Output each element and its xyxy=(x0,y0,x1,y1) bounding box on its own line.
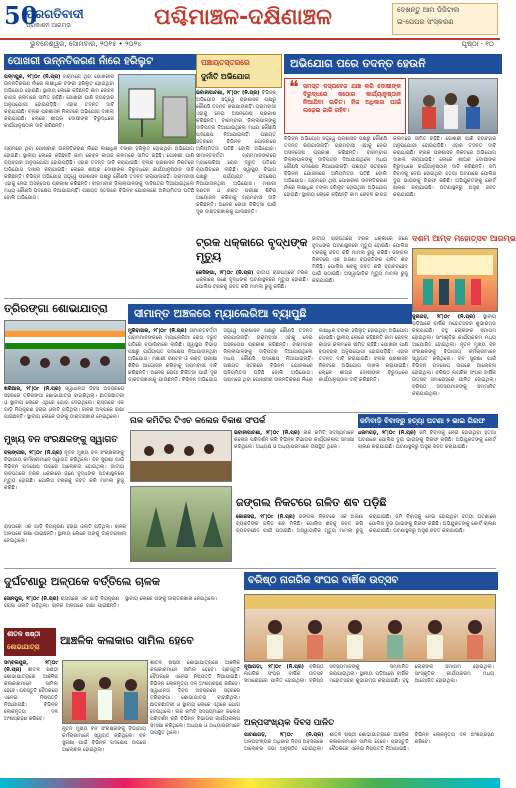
complaint-byline: ଭବାନୀପାଟଣା, ୨୮|୦୯ (ନି.ପ୍ର) xyxy=(196,90,260,96)
malaria-body: ମୁରିବାହାଲ, ୨୮|୦୯ (ନି.ପ୍ର) ସୀମାନ୍ତବର୍ତ୍ତୀ ଗ୍ରାମମାନଙ୍କରେ ମ୍ୟାଲେରିଆ ରୋଗ ଦ୍ରୁତ ଗତିରେ ବ୍ୟାପିବାରେ ଲାଗିଛି। ସ୍ୱାସ୍ଥ୍ୟ ବିଭାଗ ପକ୍ଷରୁ ପର୍ଯ୍ୟାପ୍ତ ପଦକ୍ଷେପ ନିଆଯାଉନଥିବା ଅଭିଯୋଗ। ମଶାରୀ ବଣ୍ଟନ ଓ ରକ୍ତ ପରୀକ୍ଷା ଶିବିର ଆୟୋଜନ କରିବାକୁ ଗ୍ରାମବାସୀ ଦାବି କରିଛନ୍ତି। ଅନେକ ରୋଗୀ ଚିକିତ୍ସା ପାଇଁ ଦୂର ଡାକ୍ତରଖାନାକୁ ଯାଉଛନ୍ତି। ବିଭିନ୍ନ ଅଭିଯୋଗ ସତ୍ତ୍ୱେ ପ୍ରଶାସନ ପକ୍ଷରୁ କୌଣସି ତଦନ୍ତ କରାଯାଉନାହିଁ। ଗ୍ରାମବାସୀ ଏହାକୁ ନେଇ ଅସନ୍ତୋଷ ପ୍ରକାଶ କରିଛନ୍ତି। ବାରମ୍ବାର ଜିଲ୍ଲାପାଳଙ୍କୁ ଦାବିପତ୍ର ଦିଆଯାଇଥିଲେ ମଧ୍ୟ କୌଣସି ପଦକ୍ଷେପ ନିଆଯାଇନାହିଁ। ପଞ୍ଚାୟତ ସ୍ତରରେ ବିଭିନ୍ନ ଯୋଜନାରେ ଅନିୟମିତତା ଘଟିଛି ବୋଲି ଅଭିଯୋଗ। ଗ୍ରାମରେ ଥିବା ପୋଖରୀର ଉନ୍ନତିକରଣ ନାଁରେ ଲକ୍ଷାଧିକ ଟଙ୍କା ହରିଲୁଟ ହୋଇଥିବା ଅଭିଯୋଗ ହୋଇଛି। ସ୍ଥାନୀୟ ଲୋକେ କହିଛନ୍ତି କାମ କେବଳ କାଗଜ କଲମରେ ସୀମିତ ରହିଛି। ପୋଖରୀ ପାଣି ବ୍ୟବହାର ଅନୁପଯୋଗୀ ହୋଇପଡ଼ିଛି। ଏହାର ତଦନ୍ତ ଦାବି କରାଯାଇଛି। ବ୍ଲକ ପ୍ରଶାସନ ନିକଟରେ ଅଭିଯୋଗ ଦାଖଲ କରାଯାଇଛି। ଲୋକେ ଶୀଘ୍ର ଦୋଷୀଙ୍କ ବିରୁଦ୍ଧରେ କାର୍ଯ୍ୟାନୁଷ୍ଠାନ ଦାବି କରିଛନ୍ତି। xyxy=(128,328,408,383)
mahotsav-body: ଜୁନାଗଡ଼, ୨୮|୦୯ (ନି.ପ୍ର) ସ୍ଥାନୀୟ ପଡ଼ିଆରେ ବାର୍ଷିକ ମହୋତ୍ସବର ଶୁଭାରମ୍ଭ କରାଯାଇଛି। ବହୁ ଲୋକଙ୍କ ସମାଗମ ହୋଇଥିଲା। ସାଂସ୍କୃତିକ କାର୍ଯ୍ୟକ୍ରମ ମଧ୍ୟ ଆୟୋଜିତ ହୋଇଥିଲା। ନୂତନ ମୁଖ୍ୟ ବନ ସଂରକ୍ଷକଙ୍କୁ ବିଭାଗୀୟ କର୍ମଚାରୀମାନେ ସ୍ୱାଗତ କରିଥିଲେ। ବନ ସୁରକ୍ଷା ପାଇଁ ବିଭିନ୍ନ ପଦକ୍ଷେପ ଉପରେ ଆଲୋଚନା ହୋଇଥିଲା। ବରିଷ୍ଠ ନାଗରିକ ସଂଘର ବାର୍ଷିକ ଉତ୍ସବ ସମାରୋହରେ ପାଳିତ ହୋଇଥିଲା। ବରିଷ୍ଠ ସଦସ୍ୟମାନଙ୍କୁ ସମ୍ମାନିତ କରାଯାଇଥିଲା। xyxy=(412,314,496,397)
promo-line-1: ଦେଖନ୍ତୁ ଆମ ଡିଜିଟାଲ xyxy=(397,6,460,14)
divider-row2 xyxy=(4,298,408,299)
headline-mahotsav[interactable]: ଦଶମ ଆମ୍ବ ମହୋତ୍ସବ ଆରମ୍ଭ xyxy=(412,234,516,243)
divider-row3 xyxy=(4,568,496,569)
pond-text: ଗ୍ରାମରେ ଥିବା ପୋଖରୀର ଉନ୍ନତିକରଣ ନାଁରେ ଲକ୍ଷାଧିକ ଟଙ୍କା ହରିଲୁଟ ହୋଇଥିବା ଅଭିଯୋଗ ହୋଇଛି। ସ୍ଥାନୀୟ ଲୋକେ କହିଛନ୍ତି କାମ କେବଳ କାଗଜ କଲମରେ ସୀମିତ ରହିଛି। ପୋଖରୀ ପାଣି ବ୍ୟବହାର ଅନୁପଯୋଗୀ ହୋଇପଡ଼ିଛି। ଏହାର ତଦନ୍ତ ଦାବି କରାଯାଇଛି। ବ୍ଲକ ପ୍ରଶାସନ ନିକଟରେ ଅଭିଯୋଗ ଦାଖଲ କରାଯାଇଛି। ଲୋକେ ଶୀଘ୍ର ଦୋଷୀଙ୍କ ବିରୁଦ୍ଧରେ କାର୍ଯ୍ୟାନୁଷ୍ଠାନ ଦାବି କରିଛନ୍ତି। xyxy=(4,74,114,129)
tiranga-photo xyxy=(4,320,126,384)
shital-body: ସମ୍ବଲପୁର, ୨୮|୦୯ (ନି.ପ୍ର) ଶୀତଳ ଷଷ୍ଠୀ ଶୋଭାଯାତ୍ରାରେ ଆଞ୍ଚଳିକ କଳାକାରମାନେ ସାମିଲ ହେବେ। ପ୍ରସ୍ତୁତି ବୈଠକରେ ଏନେଇ ନିଷ୍ପତ୍ତି ନିଆଯାଇଛି। ବିଭିନ୍ନ ଲୋକନୃତ୍ୟ ଦଳ ଅଂଶଗ୍ରହଣ କରିବେ। xyxy=(4,660,58,722)
complaint-photo xyxy=(408,78,498,134)
masthead xyxy=(0,0,500,40)
headline-accident[interactable]: ଦୁର୍ଘଟଣାରୁ ଅଳ୍ପକେ ବର୍ତ୍ତିଲେ ଚାଳକ xyxy=(4,575,160,588)
quote-mark-icon: ❝ xyxy=(289,77,299,98)
flag-rally-image xyxy=(5,321,125,383)
citizen-body: ନୂଆପଡ଼ା, ୨୮|୦୯ (ନି.ପ୍ର) ବରିଷ୍ଠ ନାଗରିକ ସଂଘର ବାର୍ଷିକ ଉତ୍ସବ ସମାରୋହରେ ପାଳିତ ହୋଇଥିଲା। ବରିଷ୍ଠ ସଦସ୍ୟମାନଙ୍କୁ ସମ୍ମାନିତ କରାଯାଇଥିଲା। ସ୍ଥାନୀୟ ପଡ଼ିଆରେ ବାର୍ଷିକ ମହୋତ୍ସବର ଶୁଭାରମ୍ଭ କରାଯାଇଛି। ବହୁ ଲୋକଙ୍କ ସମାଗମ ହୋଇଥିଲା। ସାଂସ୍କୃତିକ କାର୍ଯ୍ୟକ୍ରମ ମଧ୍ୟ ଆୟୋଜିତ ହୋଇଥିଲା। xyxy=(244,664,494,684)
headline-reception[interactable]: ମୁଖ୍ୟ ବନ ସଂରକ୍ଷକଙ୍କୁ ସ୍ୱାଗତ xyxy=(4,435,118,445)
land-body: ଧରମଗଡ଼, ୨୮|୦୯ (ନି.ପ୍ର) ଜମି ବିବାଦକୁ ନେଇ ହୋଇଥିବା ହତ୍ୟା ଘଟଣାରେ ପୋଲିସ ଦୁଇ ଭାଇଙ୍କୁ ଗିରଫ କରିଛି। ଅଭିଯୁକ୍ତଙ୍କୁ କୋର୍ଟ ଚାଲାଣ କରାଯାଇଛି। ଘଟଣାସ୍ଥଳରୁ ଅସ୍ତ୍ର ଜବତ କରାଯାଇଛି। xyxy=(358,430,497,450)
headline-corpse[interactable]: ଜଙ୍ଗଲ ନିକଟରେ ଗଳିତ ଶବ ପଡ଼ିଛି xyxy=(236,496,387,509)
headline-tiranga[interactable]: ତ୍ରିରଙ୍ଗା ଶୋଭାଯାତ୍ରା xyxy=(4,302,108,315)
headline-complaint[interactable]: ଅଭିଯୋଗ ପରେ ତଦନ୍ତ ହେଉନି xyxy=(284,54,502,74)
citizen-photo xyxy=(244,594,496,662)
pond-signboard-image xyxy=(119,75,195,143)
corpse-body: କୋକସରା, ୨୮|୦୯ (ନି.ପ୍ର) ଜଙ୍ଗଲ ନିକଟରେ ଏକ ଅଜଣା ବ୍ୟକ୍ତିଙ୍କ ଗଳିତ ଶବ ମିଳିଛି। ପୋଲିସ ଶବକୁ ଜବତ କରି ବ୍ୟବଚ୍ଛେଦ ପାଇଁ ପଠାଇଛି। ଅସ୍ୱାଭାବିକ ମୃତ୍ୟୁ ମାମଲା ରୁଜୁ କରାଯାଇଛି। ଜମି ବିବାଦକୁ ନେଇ ହୋଇଥିବା ହତ୍ୟା ଘଟଣାରେ ପୋଲିସ ଦୁଇ ଭାଇଙ୍କୁ ଗିରଫ କରିଛି। ଅଭିଯୁକ୍ତଙ୍କୁ କୋର୍ଟ ଚାଲାଣ କରାଯାଇଛି। ଘଟଣାସ୍ଥଳରୁ ଅସ୍ତ୍ର ଜବତ କରାଯାଇଛି। xyxy=(236,514,496,534)
shital-body-3: ନୂତନ ମୁଖ୍ୟ ବନ ସଂରକ୍ଷକଙ୍କୁ ବିଭାଗୀୟ କର୍ମଚାରୀମାନେ ସ୍ୱାଗତ କରିଥିଲେ। ବନ ସୁରକ୍ଷା ପାଇଁ ବିଭିନ୍ନ ପଦକ୍ଷେପ ଉପରେ ଆଲୋଚନା ହୋଇଥିଲା। xyxy=(62,726,146,753)
headline-college[interactable]: ନାକ କମିଟିର ଟିଏଚ କଲେଜ ବିକାଶ ସଂପର୍କ xyxy=(130,416,266,426)
headline-truck[interactable]: ଟ୍ରକ ଧକ୍କାରେ ବୃଦ୍ଧଙ୍କ ମୃତ୍ୟୁ xyxy=(196,236,308,263)
accident-body-2: ସୋନପୁର, ୨୮|୦୯ (ନି.ପ୍ର) ରାସ୍ତାରେ ଏକ ଗାଡ଼ି ନିୟନ୍ତ୍ରଣ ହରାଇ ଓଲଟି ପଡ଼ିଥିଲା। ଚାଳକ ଅଳ୍ପକେ ରକ୍ଷା ପାଇଛନ୍ତି। ସ୍ଥାନୀୟ ଲୋକେ ତାଙ୍କୁ ଡାକ୍ତରଖାନା ନେଇଥିଲେ। xyxy=(4,596,218,609)
color-registration-bar xyxy=(0,778,500,788)
divider-college xyxy=(128,412,408,413)
complaint-quote-box xyxy=(284,78,406,134)
stage-event-image xyxy=(413,249,497,311)
newspaper-logo[interactable] xyxy=(4,3,100,33)
digital-promo-box[interactable] xyxy=(392,3,498,35)
mahotsav-photo xyxy=(412,248,498,312)
complaint-body-2: ବିଭିନ୍ନ ଅଭିଯୋଗ ସତ୍ତ୍ୱେ ପ୍ରଶାସନ ପକ୍ଷରୁ କୌଣସି ତଦନ୍ତ କରାଯାଉନାହିଁ। ଗ୍ରାମବାସୀ ଏହାକୁ ନେଇ ଅସନ୍ତୋଷ ପ୍ରକାଶ କରିଛନ୍ତି। ବାରମ୍ବାର ଜିଲ୍ଲାପାଳଙ୍କୁ ଦାବିପତ୍ର ଦିଆଯାଇଥିଲେ ମଧ୍ୟ କୌଣସି ପଦକ୍ଷେପ ନିଆଯାଇନାହିଁ। ପଞ୍ଚାୟତ ସ୍ତରରେ ବିଭିନ୍ନ ଯୋଜନାରେ ଅନିୟମିତତା ଘଟିଛି ବୋଲି ଅଭିଯୋଗ। ଗ୍ରାମରେ ଥିବା ପୋଖରୀର ଉନ୍ନତିକରଣ ନାଁରେ ଲକ୍ଷାଧିକ ଟଙ୍କା ହରିଲୁଟ ହୋଇଥିବା ଅଭିଯୋଗ ହୋଇଛି। ସ୍ଥାନୀୟ ଲୋକେ କହିଛନ୍ତି କାମ କେବଳ କାଗଜ କଲମରେ ସୀମିତ ରହିଛି। ପୋଖରୀ ପାଣି ବ୍ୟବହାର ଅନୁପଯୋଗୀ ହୋଇପଡ଼ିଛି। ଏହାର ତଦନ୍ତ ଦାବି କରାଯାଇଛି। ବ୍ଲକ ପ୍ରଶାସନ ନିକଟରେ ଅଭିଯୋଗ ଦାଖଲ କରାଯାଇଛି। ଲୋକେ ଶୀଘ୍ର ଦୋଷୀଙ୍କ ବିରୁଦ୍ଧରେ କାର୍ଯ୍ୟାନୁଷ୍ଠାନ ଦାବି କରିଛନ୍ତି। ଜମି ବିବାଦକୁ ନେଇ ହୋଇଥିବା ହତ୍ୟା ଘଟଣାରେ ପୋଲିସ ଦୁଇ ଭାଇଙ୍କୁ ଗିରଫ କରିଛି। ଅଭିଯୁକ୍ତଙ୍କୁ କୋର୍ଟ ଚାଲାଣ କରାଯାଇଛି। ଘଟଣାସ୍ଥଳରୁ ଅସ୍ତ୍ର ଜବତ କରାଯାଇଛି। xyxy=(284,136,496,198)
headline-land[interactable]: ଜମିବାଡ଼ି ବିବାଦରୁ ହତ୍ୟା ଘଟଣା ୨ ଭାଇ ଗିରଫ xyxy=(358,414,498,428)
date-text: ଭୁବନେଶ୍ୱର, ସୋମବାର, ୨୦୧୫ • ୨୦୨୪ xyxy=(30,40,142,48)
shital-kicker-1: ଶୀତଳ ଷଷ୍ଠୀ xyxy=(7,630,41,638)
page-number: ପୃଷ୍ଠା - ୧୦ xyxy=(461,40,494,48)
shital-photo xyxy=(62,660,148,724)
dateline xyxy=(0,40,500,50)
pond-body xyxy=(4,74,114,144)
shital-kicker-2: ଶୋଭାଯାତ୍ରା xyxy=(7,643,40,651)
panchayat-kicker-2: ଦୁର୍ନୀତି ଅଭିଯୋଗ xyxy=(201,72,251,81)
logo-name: ପ୍ରଗତିବାଦୀ xyxy=(26,7,84,21)
logo-number: 50 xyxy=(4,1,38,30)
artists-meeting-image xyxy=(63,661,147,723)
headline-malaria[interactable]: ସୀମାନ୍ତ ଅଞ୍ଚଳରେ ମ୍ୟାଲେରିଆ ବ୍ୟାପୁଛି xyxy=(128,304,412,324)
ceremony-image xyxy=(245,595,495,661)
panchayat-kicker-1: ପଞ୍ଚାୟତସ୍ତରରେ xyxy=(201,58,250,67)
headline-shital[interactable]: ଆଞ୍ଚଳିକ କଳାକାର ସାମିଲ ହେବେ xyxy=(60,634,194,647)
promo-line-2: ଇ-ପେପର ସଂସ୍କରଣ xyxy=(397,18,454,26)
forest-scene-image xyxy=(131,487,231,561)
accident-body: ରାସ୍ତାରେ ଏକ ଗାଡ଼ି ନିୟନ୍ତ୍ରଣ ହରାଇ ଓଲଟି ପଡ଼ିଥିଲା। ଚାଳକ ଅଳ୍ପକେ ରକ୍ଷା ପାଇଛନ୍ତି। ସ୍ଥାନୀୟ ଲୋକେ ତାଙ୍କୁ ଡାକ୍ତରଖାନା ନେଇଥିଲେ। xyxy=(4,524,126,544)
pond-byline: ପଦ୍ମପୁର, ୨୮|୦୯ (ନି.ପ୍ର) xyxy=(4,74,61,80)
panchayat-kicker-box[interactable] xyxy=(196,54,282,88)
headline-alpa[interactable]: ଅଳ୍ପସଂଖ୍ୟକ ଦିବସ ପାଳିତ xyxy=(244,718,335,728)
meeting-image xyxy=(131,431,231,481)
college-body: ଭବାନୀପାଟଣା, ୨୮|୦୯ (ନି.ପ୍ର) ନାକ କମିଟି ସଦସ୍ୟମାନେ କଲେଜ ପରିଦର୍ଶନ କରି ବିଭିନ୍ନ ବିଭାଗର କାର୍ଯ୍ୟକଳାପ ସମୀକ୍ଷା କରିଥିଲେ। ଅଧ୍ୟକ୍ଷ ଓ ଅଧ୍ୟାପକମାନେ ଉପସ୍ଥିତ ଥିଲେ। xyxy=(234,430,354,450)
shital-kicker-box[interactable] xyxy=(4,628,56,656)
alpa-body: ପାଟଣାଗଡ଼, ୨୮|୦୯ (ନି.ପ୍ର) ଅଳ୍ପସଂଖ୍ୟକ ଅଧିକାର ଦିବସ ଅବସରରେ ଆଲୋଚନା ସଭା ଅନୁଷ୍ଠିତ ହୋଇଥିଲା। ଶୀତଳ ଷଷ୍ଠୀ ଶୋଭାଯାତ୍ରାରେ ଆଞ୍ଚଳିକ କଳାକାରମାନେ ସାମିଲ ହେବେ। ପ୍ରସ୍ତୁତି ବୈଠକରେ ଏନେଇ ନିଷ୍ପତ୍ତି ନିଆଯାଇଛି। ବିଭିନ୍ନ ଲୋକନୃତ୍ୟ ଦଳ ଅଂଶଗ୍ରହଣ କରିବେ। xyxy=(244,732,494,752)
truck-body: କେସିଙ୍ଗା, ୨୮|୦୯ (ନି.ପ୍ର) ଜାତୀୟ ରାଜପଥରେ ଟ୍ରକ ଧକ୍କାରେ ଜଣେ ବୃଦ୍ଧଙ୍କ ଘଟଣାସ୍ଥଳରେ ମୃତ୍ୟୁ ହୋଇଛି। ପୋଲିସ ଟ୍ରକକୁ ଜବତ କରି ମାମଲା ରୁଜୁ କରିଛି। xyxy=(196,270,308,290)
headline-citizen[interactable]: ବରିଷ୍ଠ ନାଗରିକ ସଂଘର ବାର୍ଷିକ ଉତ୍ସବ xyxy=(244,572,498,590)
pond-body-cont: ଗ୍ରାମରେ ଥିବା ପୋଖରୀର ଉନ୍ନତିକରଣ ନାଁରେ ଲକ୍ଷାଧିକ ଟଙ୍କା ହରିଲୁଟ ହୋଇଥିବା ଅଭିଯୋଗ ହୋଇଛି। ସ୍ଥାନୀୟ ଲୋକେ କହିଛନ୍ତି କାମ କେବଳ କାଗଜ କଲମରେ ସୀମିତ ରହିଛି। ପୋଖରୀ ପାଣି ବ୍ୟବହାର ଅନୁପଯୋଗୀ ହୋଇପଡ଼ିଛି। ଏହାର ତଦନ୍ତ ଦାବି କରାଯାଇଛି। ବ୍ଲକ ପ୍ରଶାସନ ନିକଟରେ ଅଭିଯୋଗ ଦାଖଲ କରାଯାଇଛି। ଲୋକେ ଶୀଘ୍ର ଦୋଷୀଙ୍କ ବିରୁଦ୍ଧରେ କାର୍ଯ୍ୟାନୁଷ୍ଠାନ ଦାବି କରିଛନ୍ତି। ବିଭିନ୍ନ ଅଭିଯୋଗ ସତ୍ତ୍ୱେ ପ୍ରଶାସନ ପକ୍ଷରୁ କୌଣସି ତଦନ୍ତ କରାଯାଉନାହିଁ। ଗ୍ରାମବାସୀ ଏହାକୁ ନେଇ ଅସନ୍ତୋଷ ପ୍ରକାଶ କରିଛନ୍ତି। ବାରମ୍ବାର ଜିଲ୍ଲାପାଳଙ୍କୁ ଦାବିପତ୍ର ଦିଆଯାଇଥିଲେ ମଧ୍ୟ କୌଣସି ପଦକ୍ଷେପ ନିଆଯାଇନାହିଁ। ପଞ୍ଚାୟତ ସ୍ତରରେ ବିଭିନ୍ନ ଯୋଜନାରେ ଅନିୟମିତତା ଘଟିଛି ବୋଲି ଅଭିଯୋଗ। xyxy=(4,146,195,201)
edition-title: ପଶ୍ଚିମାଞ୍ଚଳ-ଦକ୍ଷିଣାଞ୍ଚଳ xyxy=(154,5,332,30)
complaint-body: ଭବାନୀପାଟଣା, ୨୮|୦୯ (ନି.ପ୍ର) ବିଭିନ୍ନ ଅଭିଯୋଗ ସତ୍ତ୍ୱେ ପ୍ରଶାସନ ପକ୍ଷରୁ କୌଣସି ତଦନ୍ତ କରାଯାଉନାହିଁ। ଗ୍ରାମବାସୀ ଏହାକୁ ନେଇ ଅସନ୍ତୋଷ ପ୍ରକାଶ କରିଛନ୍ତି। ବାରମ୍ବାର ଜିଲ୍ଲାପାଳଙ୍କୁ ଦାବିପତ୍ର ଦିଆଯାଇଥିଲେ ମଧ୍ୟ କୌଣସି ପଦକ୍ଷେପ ନିଆଯାଇନାହିଁ। ପଞ୍ଚାୟତ ସ୍ତରରେ ବିଭିନ୍ନ ଯୋଜନାରେ ଅନିୟମିତତା ଘଟିଛି ବୋଲି ଅଭିଯୋଗ। ସୀମାନ୍ତବର୍ତ୍ତୀ ଗ୍ରାମମାନଙ୍କରେ ମ୍ୟାଲେରିଆ ରୋଗ ଦ୍ରୁତ ଗତିରେ ବ୍ୟାପିବାରେ ଲାଗିଛି। ସ୍ୱାସ୍ଥ୍ୟ ବିଭାଗ ପକ୍ଷରୁ ପର୍ଯ୍ୟାପ୍ତ ପଦକ୍ଷେପ ନିଆଯାଉନଥିବା ଅଭିଯୋଗ। ମଶାରୀ ବଣ୍ଟନ ଓ ରକ୍ତ ପରୀକ୍ଷା ଶିବିର ଆୟୋଜନ କରିବାକୁ ଗ୍ରାମବାସୀ ଦାବି କରିଛନ୍ତି। ଅନେକ ରୋଗୀ ଚିକିତ୍ସା ପାଇଁ ଦୂର ଡାକ୍ତରଖାନାକୁ ଯାଉଛନ୍ତି। xyxy=(196,90,276,215)
headline-pond[interactable]: ପୋଖରୀ ଉନ୍ନତିକରଣ ନାଁରେ ହରିଲୁଟ xyxy=(4,54,196,70)
logo-tagline: ପ୍ରକାଶନ ଆରମ୍ଭ xyxy=(26,22,71,29)
corpse-photo xyxy=(130,486,232,562)
truck-body-2: ଜାତୀୟ ରାଜପଥରେ ଟ୍ରକ ଧକ୍କାରେ ଜଣେ ବୃଦ୍ଧଙ୍କ ଘଟଣାସ୍ଥଳରେ ମୃତ୍ୟୁ ହୋଇଛି। ପୋଲିସ ଟ୍ରକକୁ ଜବତ କରି ମାମଲା ରୁଜୁ କରିଛି। ଜଙ୍ଗଲ ନିକଟରେ ଏକ ଅଜଣା ବ୍ୟକ୍ତିଙ୍କ ଗଳିତ ଶବ ମିଳିଛି। ପୋଲିସ ଶବକୁ ଜବତ କରି ବ୍ୟବଚ୍ଛେଦ ପାଇଁ ପଠାଇଛି। ଅସ୍ୱାଭାବିକ ମୃତ୍ୟୁ ମାମଲା ରୁଜୁ କରାଯାଇଛି। xyxy=(312,236,408,284)
tiranga-body: ଖରିଆର, ୨୮|୦୯ (ନି.ପ୍ର) ସ୍ୱାଧୀନତା ଦିବସ ଅବସରରେ ସହରରେ ତ୍ରିରଙ୍ଗା ଶୋଭାଯାତ୍ରା ବାହାରିଥିଲା। ଛାତ୍ରଛାତ୍ରୀ ଓ ସ୍ଥାନୀୟ ଲୋକେ ଏଥିରେ ଯୋଗ ଦେଇଥିଲେ। ରାସ୍ତାରେ ଏକ ଗାଡ଼ି ନିୟନ୍ତ୍ରଣ ହରାଇ ଓଲଟି ପଡ଼ିଥିଲା। ଚାଳକ ଅଳ୍ପକେ ରକ୍ଷା ପାଇଛନ୍ତି। ସ୍ଥାନୀୟ ଲୋକେ ତାଙ୍କୁ ଡାକ୍ତରଖାନା ନେଇଥିଲେ। xyxy=(4,386,125,420)
protest-group-image xyxy=(409,79,497,133)
college-photo xyxy=(130,430,232,482)
pond-photo xyxy=(118,74,196,144)
complaint-quote: ସମସ୍ତ ଦସ୍ତାବେଜ ଯାଞ୍ଚ କରି ଦୋଷୀଙ୍କ ବିରୁଦ୍ଧରେ କଠୋର କାର୍ଯ୍ୟାନୁଷ୍ଠାନ ନିଆଯିବା ଉଚିତ। ନିଜ ଅଧିକାର ପାଇଁ ଲଢ଼େଇ ଜାରି ରହିବ। xyxy=(303,83,401,114)
reception-body: ବଲାଙ୍ଗୀର, ୨୮|୦୯ (ନି.ପ୍ର) ନୂତନ ମୁଖ୍ୟ ବନ ସଂରକ୍ଷକଙ୍କୁ ବିଭାଗୀୟ କର୍ମଚାରୀମାନେ ସ୍ୱାଗତ କରିଥିଲେ। ବନ ସୁରକ୍ଷା ପାଇଁ ବିଭିନ୍ନ ପଦକ୍ଷେପ ଉପରେ ଆଲୋଚନା ହୋଇଥିଲା। ଜାତୀୟ ରାଜପଥରେ ଟ୍ରକ ଧକ୍କାରେ ଜଣେ ବୃଦ୍ଧଙ୍କ ଘଟଣାସ୍ଥଳରେ ମୃତ୍ୟୁ ହୋଇଛି। ପୋଲିସ ଟ୍ରକକୁ ଜବତ କରି ମାମଲା ରୁଜୁ କରିଛି। xyxy=(4,450,124,491)
shital-body-2: ଶୀତଳ ଷଷ୍ଠୀ ଶୋଭାଯାତ୍ରାରେ ଆଞ୍ଚଳିକ କଳାକାରମାନେ ସାମିଲ ହେବେ। ପ୍ରସ୍ତୁତି ବୈଠକରେ ଏନେଇ ନିଷ୍ପତ୍ତି ନିଆଯାଇଛି। ବିଭିନ୍ନ ଲୋକନୃତ୍ୟ ଦଳ ଅଂଶଗ୍ରହଣ କରିବେ। ସ୍ୱାଧୀନତା ଦିବସ ଅବସରରେ ସହରରେ ତ୍ରିରଙ୍ଗା ଶୋଭାଯାତ୍ରା ବାହାରିଥିଲା। ଛାତ୍ରଛାତ୍ରୀ ଓ ସ୍ଥାନୀୟ ଲୋକେ ଏଥିରେ ଯୋଗ ଦେଇଥିଲେ। ନାକ କମିଟି ସଦସ୍ୟମାନେ କଲେଜ ପରିଦର୍ଶନ କରି ବିଭିନ୍ନ ବିଭାଗର କାର୍ଯ୍ୟକଳାପ ସମୀକ୍ଷା କରିଥିଲେ। ଅଧ୍ୟକ୍ଷ ଓ ଅଧ୍ୟାପକମାନେ ଉପସ୍ଥିତ ଥିଲେ। xyxy=(150,660,240,736)
